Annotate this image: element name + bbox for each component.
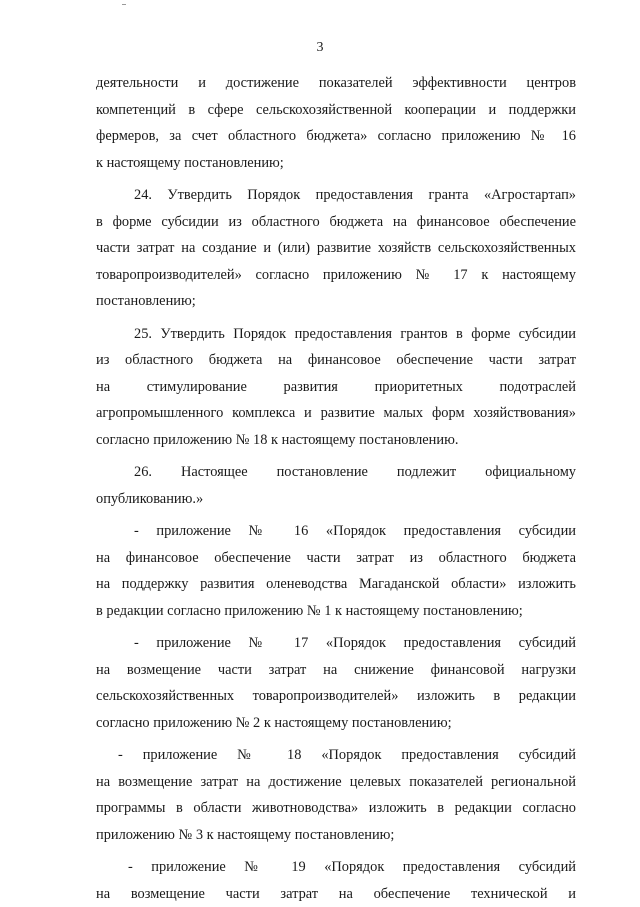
page-number: 3 (0, 40, 640, 56)
text-line: в редакции согласно приложению № 1 к настоящему постановлению; (96, 598, 576, 625)
text-line: на возмещение части затрат на снижение финансовой нагрузки (96, 657, 576, 684)
text-line: из областного бюджета на финансовое обеспечение части затрат (96, 347, 576, 374)
text-line: 25. Утвердить Порядок предоставления грантов в форме субсидии (96, 321, 576, 348)
text-line: - приложение № 17 «Порядок предоставления субсидий (96, 630, 576, 657)
text-line: товаропроизводителей» согласно приложению № 17 к настоящему (96, 262, 576, 289)
text-line: 24. Утвердить Порядок предоставления гранта «Агростартап» (96, 182, 576, 209)
text-line: на возмещение части затрат на обеспечение технической и (96, 881, 576, 907)
text-line: на возмещение затрат на достижение целевых показателей региональной (96, 769, 576, 796)
text-line: согласно приложению № 2 к настоящему постановлению; (96, 710, 576, 737)
text-line: компетенций в сфере сельскохозяйственной кооперации и поддержки (96, 97, 576, 124)
text-line: 26. Настоящее постановление подлежит официальному (96, 459, 576, 486)
text-line: постановлению; (96, 288, 576, 315)
text-line: - приложение № 16 «Порядок предоставления субсидии (96, 518, 576, 545)
text-line: фермеров, за счет областного бюджета» согласно приложению № 16 (96, 123, 576, 150)
text-line: к настоящему постановлению; (96, 150, 576, 177)
text-line: в форме субсидии из областного бюджета на финансовое обеспечение (96, 209, 576, 236)
text-line: приложению № 3 к настоящему постановлению; (96, 822, 576, 849)
text-line: на стимулирование развития приоритетных подотраслей (96, 374, 576, 401)
text-line: - приложение № 19 «Порядок предоставления субсидий (96, 854, 576, 881)
text-line: согласно приложению № 18 к настоящему постановлению. (96, 427, 576, 454)
text-line: на поддержку развития оленеводства Магаданской области» изложить (96, 571, 576, 598)
scan-mark (122, 4, 126, 5)
text-line: на финансовое обеспечение части затрат из областного бюджета (96, 545, 576, 572)
text-line: агропромышленного комплекса и развитие малых форм хозяйствования» (96, 400, 576, 427)
text-line: программы в области животноводства» изложить в редакции согласно (96, 795, 576, 822)
text-line: деятельности и достижение показателей эффективности центров (96, 70, 576, 97)
text-line: - приложение № 18 «Порядок предоставления субсидий (96, 742, 576, 769)
text-line: сельскохозяйственных товаропроизводителей» изложить в редакции (96, 683, 576, 710)
document-body (96, 70, 576, 907)
text-line: части затрат на создание и (или) развитие хозяйств сельскохозяйственных (96, 235, 576, 262)
text-line: опубликованию.» (96, 486, 576, 513)
